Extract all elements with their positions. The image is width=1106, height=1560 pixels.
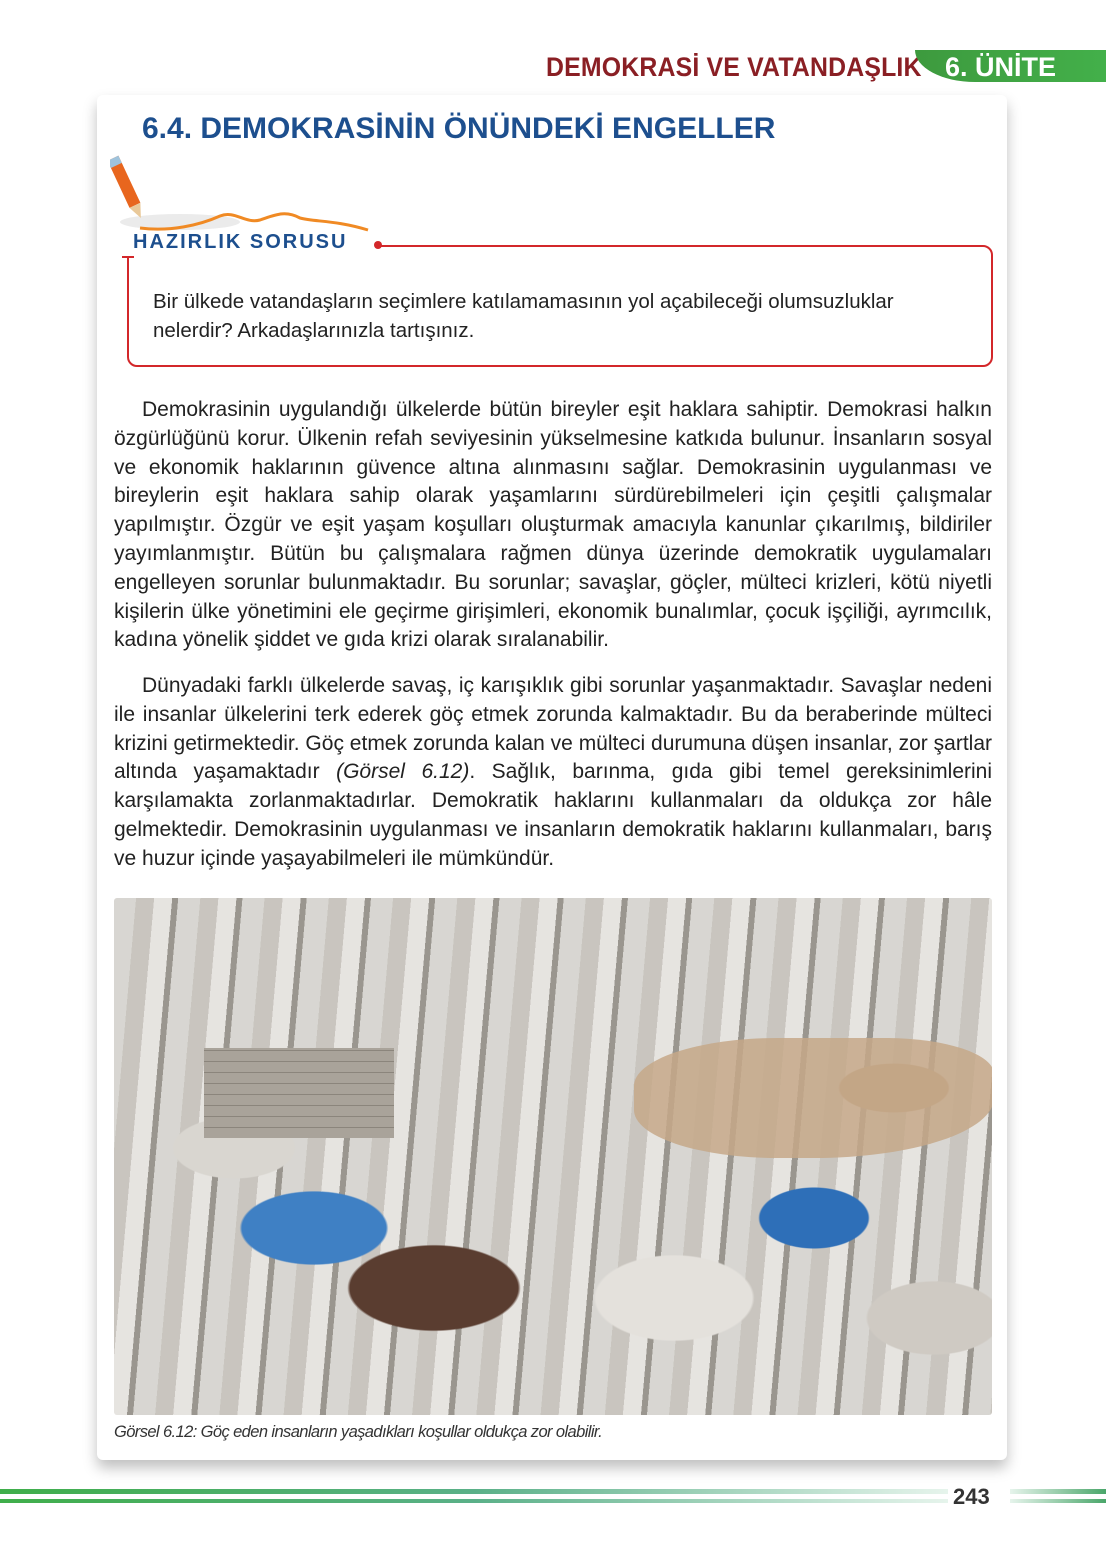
page-number: 243 <box>953 1484 990 1509</box>
refugee-camp-photo <box>114 898 992 1415</box>
figure-caption: Görsel 6.12: Göç eden insanların yaşadıkları koşullar oldukça zor olabilir. <box>114 1423 603 1441</box>
paragraph-1: Demokrasinin uygulandığı ülkelerde bütün bireyler eşit haklara sahiptir. Demokrasi halkın özgürlüğünü korur. Ülkenin refah seviyesinin yükselmesine katkıda bulunur. İnsanların sosyal ve ekonomik haklarının güvence altına alınmasını sağlar. Demokrasinin uygulanması ve bireylerin eşit haklara sahip olarak yaşamlarını sürdürebilmeleri için çeşitli çalışmalar yapılmıştır. Özgür ve eşit yaşam koşulları oluşturmak amacıyla kanunlar çıkarılmış, bildiriler yayımlanmıştır. Bütün bu çalışmalara rağmen dünya üzerinde demokratik uygulamaları engelleyen sorunlar bulunmaktadır. Bu sorunlar; savaşlar, göçler, mülteci krizleri, kötü niyetli kişilerin ülke yönetimini ele geçirme girişimleri, ekonomik bunalımlar, çocuk işçiliği, ayrımcılık, kadına yönelik şiddet ve gıda krizi olarak sıralanabilir. <box>114 398 992 652</box>
section-title: 6.4. DEMOKRASİNİN ÖNÜNDEKİ ENGELLER <box>142 112 776 145</box>
question-box-corner <box>122 256 134 258</box>
footer-rule <box>0 1489 948 1494</box>
unit-label: 6. ÜNİTE <box>945 52 1057 82</box>
unit-tab <box>915 50 1106 82</box>
question-label: HAZIRLIK SORUSU <box>133 231 348 253</box>
question-dot <box>374 241 382 249</box>
question-text: Bir ülkede vatandaşların seçimlere katılamamasının yol açabileceği olumsuzluklar nelerdir? Arkadaşlarınızla tartışınız. <box>153 290 894 342</box>
pencil-icon <box>110 150 370 240</box>
paragraph-2: Dünyadaki farklı ülkelerde savaş, iç karışıklık gibi sorunlar yaşanmaktadır. Savaşlar nedeni ile insanlar ülkelerini terk ederek göç etmek zorunda kalmaktadır. Bu da beraberinde mülteci krizini getirmektedir. Göç etmek zorunda kalan ve mülteci durumuna düşen insanlar, zor şartlar altında yaşamaktadır (Görsel 6.12). Sağlık, barınma, gıda gibi temel gereksinimlerini karşılamakta zorlanmaktadırlar. Demokratik haklarını kullanmaları da oldukça zor hâle gelmektedir. Demokrasinin uygulanması ve insanların demokratik haklarını kullanmaları, barış ve huzur içinde yaşayabilmeleri ile mümkündür. <box>114 674 993 870</box>
figure-reference: (Görsel 6.12) <box>336 760 470 784</box>
book-title: DEMOKRASİ VE VATANDAŞLIK <box>546 52 922 82</box>
